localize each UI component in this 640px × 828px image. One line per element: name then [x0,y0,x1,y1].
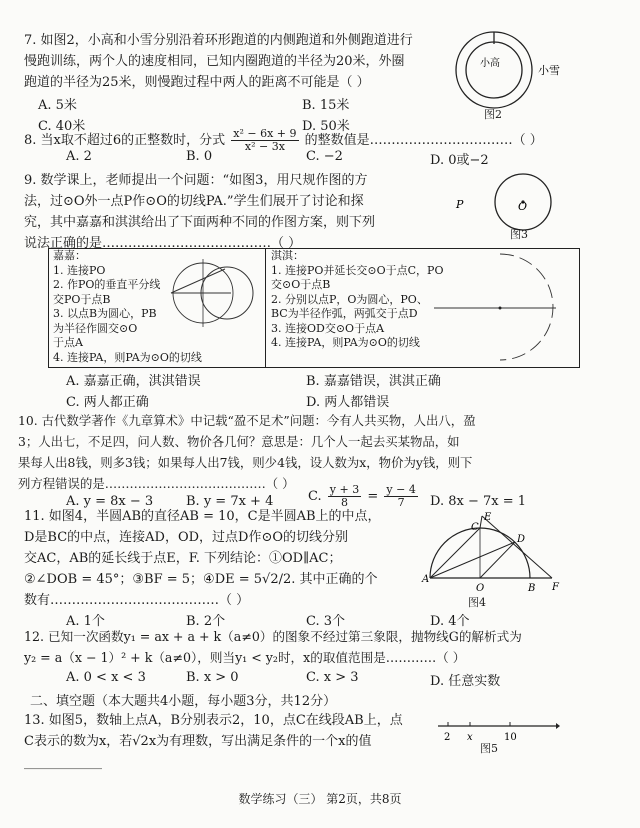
q9-option-b: B. 嘉嘉错误，淇淇正确 [306,374,441,389]
jiajia-line: 交PO于点B [53,292,111,306]
q10-option-c: C. $\frac{y + 3}{8}$ = $\frac{y - 4}{7}$ [308,483,416,509]
q8-option-c: C. −2 [306,149,343,164]
q9-line-2: 法，过⊙O外一点P作⊙O的切线PA.”学生们展开了讨论和探 [24,194,364,209]
q7-line-2: 慢跑训练，两个人的速度相同，已知内圈跑道的半径为20米，外圈 [24,54,405,69]
q8-prefix: 8. 当x取不超过6的正整数时，分式 [24,133,226,148]
qiqi-line: BC为半径作弧，两弧交于点D [271,307,418,320]
q9-line-1: 9. 数学课上，老师提出一个问题：“如图3，用尺规作图的方 [24,173,368,188]
q8-suffix: 的整数值是……………………………（ ） [304,133,543,148]
q10-option-b: B. y = 7x + 4 [186,494,274,509]
qiqi-line: 2. 分别以点P，O为圆心，PO、 [271,292,428,306]
q12-option-c: C. x > 3 [306,670,359,685]
q10-option-a: A. y = 8x − 3 [66,494,154,509]
q8-numerator: x² − 6x + 9 [233,127,297,140]
q12-option-b: B. x > 0 [186,670,239,685]
fig3-caption: 图3 [510,228,528,241]
q12-line-2: y₂ = a（x − 1）² + k（a≠0），则当y₁ < y₂时，x的取值范围是…………（ ） [24,650,466,665]
q8-option-a: A. 2 [66,149,92,164]
q9-line-3: 究，其中嘉嘉和淇淇给出了下面两种不同的作图方案，则下列 [24,215,376,230]
q12-option-a: A. 0 < x < 3 [66,670,146,685]
q11-option-b: B. 2个 [186,614,226,629]
fig5-tick-2: 2 [444,732,451,743]
q10-line-3: 果每人出8钱，则多3钱；如果每人出7钱，则少4钱，设人数为x，物价为y钱，则下 [18,455,473,470]
jiajia-line: 2. 作PO的垂直平分线 [53,278,161,291]
page-footer: 数学练习（三） 第2页，共8页 [238,792,402,806]
fig4-label-c: C [471,522,479,533]
q11-line-3: 交AC，AB的延长线于点E，F. 下列结论：①OD∥AC； [24,551,342,566]
q10-option-c-right-den: 7 [397,496,405,509]
qiqi-construction-figure [430,248,560,366]
qiqi-line: 1. 连接PO并延长交⊙O于点C，PO [271,263,444,277]
question-13 [24,710,440,773]
fig4-label-e: E [484,512,492,523]
jiajia-line: 1. 连接PO [53,263,106,277]
jiajia-line: 3. 以点B为圆心，PB [53,307,157,320]
fig4-label-b: B [528,583,536,594]
jiajia-line: 4. 连接PA，则PA为⊙O的切线 [53,350,202,364]
q10-option-c-left-num: y + 3 [329,483,360,496]
q10-line-2: 3；人出七，不足四，问人数、物价各几何？意思是：几个人一起去买某物品，如 [18,434,460,449]
fig3-label-o: O [518,200,528,213]
fig3-label-p: P [456,198,464,211]
figure-2-track [452,26,562,126]
fig4-label-o: O [476,583,485,594]
q10-option-c-left-den: 8 [340,496,348,509]
q11-line-4: ②∠DOB = 45°；③BF = 5；④DE = 5√2/2. 其中正确的个 [24,572,378,587]
fig2-caption: 图2 [484,108,502,121]
q10-option-c-label: C. [308,489,322,504]
section-2-heading: 二、填空题（本大题共4小题，每小题3分，共12分） [30,694,337,709]
q9-option-d: D. 两人都错误 [306,395,390,410]
fig4-label-d: D [517,534,526,545]
q11-option-c: C. 3个 [306,614,346,629]
qiqi-line: 3. 连接OD交⊙O于点A [271,321,385,335]
q7-option-c: C. 40米 [38,119,86,134]
qiqi-line: 淇淇： [271,249,304,262]
qiqi-line: 交⊙O于点B [271,278,331,291]
fig5-tick-x: x [467,732,473,743]
figure-4-semicircle [420,512,560,594]
jiajia-line: 为半径作圆交⊙O [53,321,138,335]
q13-line-2: C表示的数为x，若√2x为有理数，写出满足条件的一个x的值 [24,734,372,749]
fig4-caption: 图4 [468,596,486,609]
fig2-label-gao: 小高 [480,58,500,69]
q10-line-1: 10. 古代数学著作《九章算术》中记载“盈不足术”问题：今有人共买物，人出八，盈 [18,413,476,428]
q9-option-a: A. 嘉嘉正确，淇淇错误 [66,374,201,389]
q9-option-c: C. 两人都正确 [66,395,149,410]
q9-line-4: 说法正确的是…………………………………（ ） [24,236,302,251]
q8-option-d: D. 0或−2 [430,153,489,168]
q10-option-c-right-num: y − 4 [386,483,416,496]
fig2-label-xue: 小雪 [538,64,560,77]
q13-answer-blank[interactable]: ____________ [24,755,102,770]
q7-line-1: 7. 如图2，小高和小雪分别沿着环形跑道的内侧跑道和外侧跑道进行 [24,33,413,48]
question-12 [24,626,622,668]
q11-line-2: D是BC的中点，连接AD，OD，过点D作⊙O的切线分别 [24,530,349,545]
q11-line-5: 数有…………………………………（ ） [24,593,250,608]
jiajia-line: 嘉嘉： [53,249,86,262]
fig4-label-a: A [422,574,430,585]
jiajia-line: 于点A [53,336,83,349]
q8-denominator: x² − 3x [244,140,285,153]
q13-line-1: 13. 如图5，数轴上点A，B分别表示2，10，点C在线段AB上，点 [24,713,403,728]
fig5-tick-10: 10 [504,732,517,743]
q7-option-a: A. 5米 [38,98,77,113]
jiajia-construction-figure [167,253,263,343]
qiqi-line: 4. 连接PA，则PA为⊙O的切线 [271,336,420,349]
q12-line-1: 12. 已知一次函数y₁ = ax + a + k（a≠0）的图象不经过第三象限，抛物线G的解析式为 [24,629,522,644]
q7-option-d: D. 50米 [302,119,350,134]
q12-option-d: D. 任意实数 [430,674,501,689]
fig4-label-f: F [552,582,559,593]
q10-line-4: 列方程错误的是…………………………………（ ） [18,476,295,491]
q8-fraction [231,128,298,153]
q11-line-1: 11. 如图4，半圆AB的直径AB = 10，C是半圆AB上的中点， [24,509,381,524]
jiajia-method [49,249,266,367]
q7-line-3: 跑道的半径为25米，则慢跑过程中两人的距离不可能是（ ） [24,75,370,90]
q7-option-b: B. 15米 [302,98,350,113]
question-10 [18,410,622,494]
q11-option-d: D. 4个 [430,614,470,629]
q8-option-b: B. 0 [186,149,213,164]
fig5-caption: 图5 [480,742,498,755]
q10-option-d: D. 8x − 7x = 1 [430,494,527,509]
q11-option-a: A. 1个 [66,614,105,629]
